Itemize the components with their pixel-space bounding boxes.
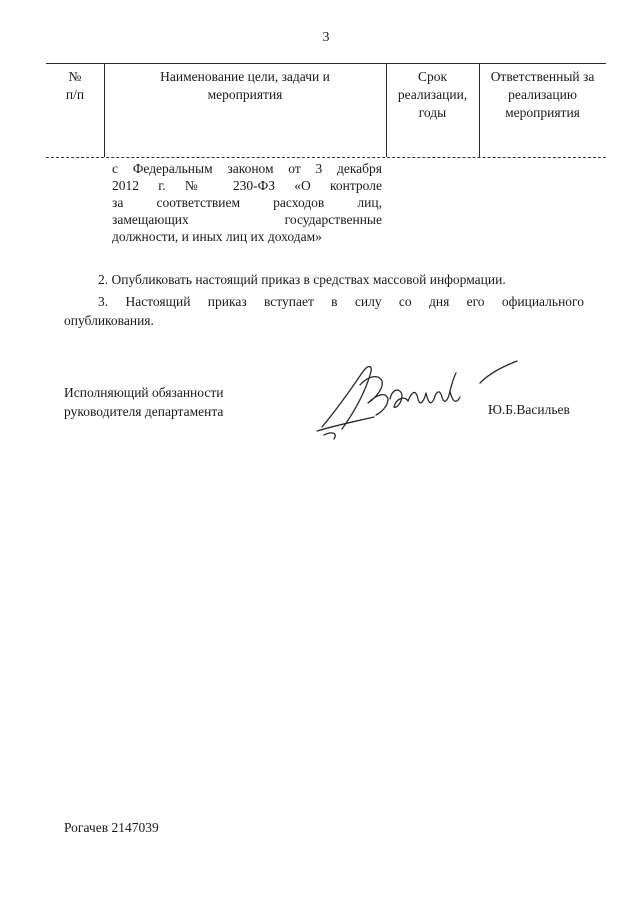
- header-cell-responsible: [479, 68, 606, 122]
- page-number: 3: [322, 30, 330, 45]
- header-name-line1: Наименование цели, задачи и: [160, 69, 330, 84]
- header-term-line1: Срок: [417, 69, 448, 84]
- paragraph-2: 2. Опубликовать настоящий приказ в средствах массовой информации.: [98, 272, 506, 287]
- header-cell-term: [386, 68, 479, 122]
- table-continuation-text: [112, 160, 382, 245]
- table-bottom-border: [46, 157, 606, 158]
- position-line1: Исполняющий обязанности: [64, 385, 224, 400]
- footer-executor: Рогачев 2147039: [64, 820, 159, 835]
- header-term-line3: годы: [418, 105, 447, 120]
- signatory-name: Ю.Б.Васильев: [488, 402, 570, 417]
- continuation-line: замещающих государственные: [112, 212, 382, 227]
- header-number-line1: №: [68, 69, 82, 84]
- paragraph-3-line1: 3. Настоящий приказ вступает в силу со дня его официального: [98, 294, 584, 309]
- header-resp-line3: мероприятия: [505, 105, 580, 120]
- header-resp-line1: Ответственный за: [490, 69, 595, 84]
- signatory-position: [64, 383, 223, 421]
- continuation-line: с Федеральным законом от 3 декабря: [112, 161, 382, 176]
- table-top-border: [46, 63, 606, 64]
- header-cell-number: [46, 68, 104, 104]
- continuation-line: за соответствием расходов лиц,: [112, 195, 382, 210]
- header-name-line2: мероприятия: [207, 87, 283, 102]
- continuation-line: должности, и иных лиц их доходам»: [112, 229, 322, 244]
- position-line2: руководителя департамента: [64, 404, 224, 419]
- header-term-line2: реализации,: [397, 87, 468, 102]
- header-number-line2: п/п: [65, 87, 85, 102]
- header-cell-name: [104, 68, 386, 104]
- header-resp-line2: реализацию: [508, 87, 577, 102]
- continuation-line: 2012 г. № 230-ФЗ «О контроле: [112, 178, 382, 193]
- handwritten-signature: [312, 355, 527, 445]
- paragraph-3-line2: опубликования.: [64, 313, 154, 328]
